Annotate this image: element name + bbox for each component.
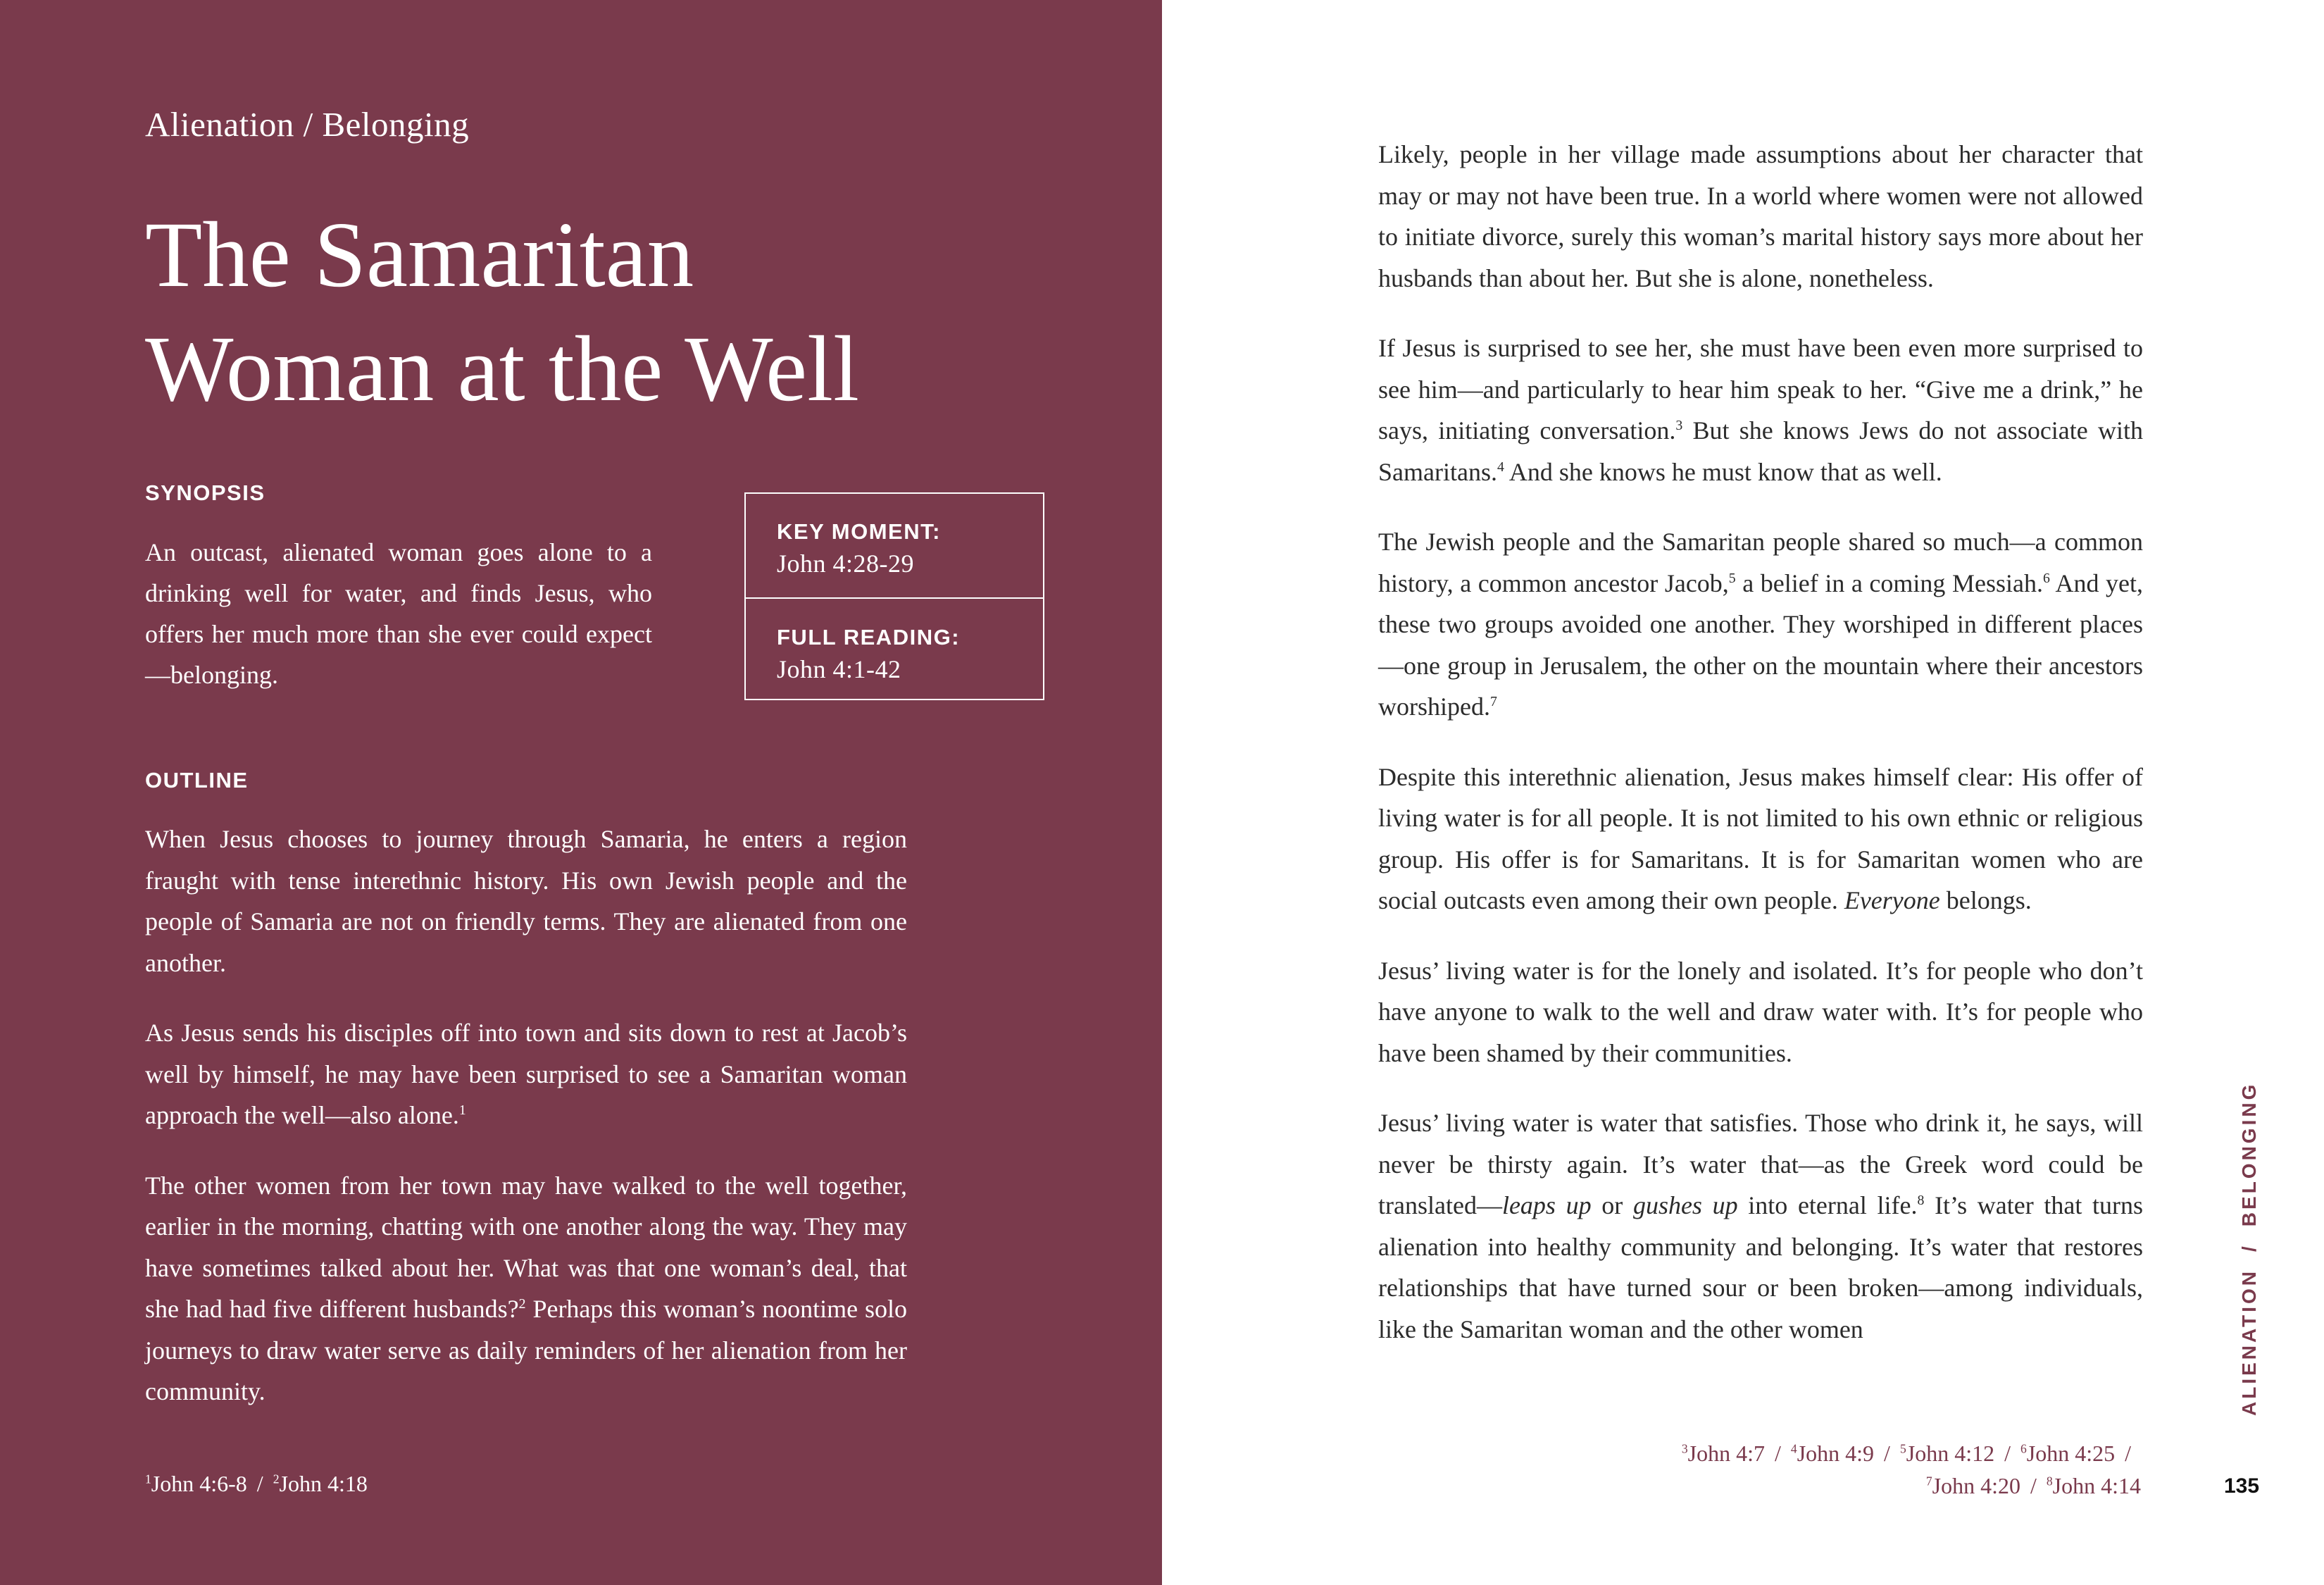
paragraph-text: But she knows Jews do not associate with Samaritans. — [1378, 416, 2143, 486]
page-number: 135 — [2224, 1474, 2260, 1498]
footnote-line-1 — [1507, 1437, 2141, 1469]
full-reading-cell — [777, 625, 960, 684]
paragraph-text: belongs. — [1939, 886, 2032, 914]
footnote-marker: 5 — [1728, 570, 1736, 586]
footnote-separator: / — [2030, 1473, 2037, 1498]
footnote-reference: John 4:6-8 — [151, 1471, 247, 1496]
side-label-separator: / — [2238, 1243, 2260, 1252]
title-line-2: Woman at the Well — [145, 316, 859, 421]
paragraph-text: into eternal life. — [1737, 1191, 1918, 1219]
footnote-marker: 1 — [458, 1102, 466, 1118]
footnote-marker: 3 — [1675, 418, 1683, 433]
paragraph-text: The Jewish people and the Samaritan people shared so much—a common history, a common ancestor Jacob, — [1378, 528, 2143, 597]
footnote-marker: 2 — [518, 1296, 526, 1312]
synopsis-text: An outcast, alienated woman goes alone to a drinking well for water, and finds Jesus, who offers her much more than she ever could expect—belonging. — [145, 538, 652, 689]
footnote-number: 4 — [1790, 1441, 1797, 1456]
synopsis-heading: SYNOPSIS — [145, 480, 265, 505]
outline-paragraph-3-text-cont: Perhaps this woman’s noontime solo journeys to draw water serve as daily reminders of her alienation from her community. — [145, 1295, 907, 1405]
title-line-1: The Samaritan — [145, 202, 694, 306]
footnote-separator: / — [2125, 1441, 2131, 1466]
box-divider — [746, 597, 1043, 599]
outline-paragraph-1 — [145, 819, 907, 983]
footnote-line-2 — [1507, 1469, 2141, 1502]
full-reading-reference: John 4:1-42 — [777, 655, 901, 683]
right-page — [1162, 0, 2324, 1585]
body-paragraph-3 — [1378, 521, 2143, 728]
outline-paragraph-2 — [145, 1012, 907, 1136]
footnote-number: 2 — [273, 1472, 280, 1486]
footnote-reference: John 4:12 — [1906, 1441, 1995, 1466]
footnote-marker: 8 — [1917, 1193, 1925, 1208]
footnote-number: 7 — [1925, 1474, 1932, 1488]
paragraph-text: Jesus’ living water is water that satisfies. Those who drink it, he says, will never be thirsty again. It’s water that—as the Greek word could be translated— — [1378, 1109, 2143, 1219]
footnote-number: 8 — [2046, 1474, 2053, 1488]
key-moment-box — [744, 492, 1044, 700]
side-label-belonging: BELONGING — [2238, 1081, 2260, 1227]
page-title — [145, 197, 990, 425]
footnote-separator: / — [256, 1471, 263, 1496]
footnote-number: 6 — [2020, 1441, 2027, 1456]
key-moment-label: KEY MOMENT: — [777, 519, 941, 544]
side-label-alienation: ALIENATION — [2238, 1268, 2260, 1416]
outline-body — [145, 819, 907, 1441]
paragraph-text: or — [1591, 1191, 1633, 1219]
right-body — [1378, 134, 2143, 1379]
paragraph-text: Despite this interethnic alienation, Jesus makes himself clear: His offer of living water is for all people. It is not limited to his own ethnic or religious group. His offer is for Samaritans. It is for Samaritan women who are social outcasts even among their own people. — [1378, 762, 2143, 914]
footnote-number: 3 — [1681, 1441, 1688, 1456]
footnote-reference: John 4:18 — [279, 1471, 368, 1496]
footnote-reference: John 4:7 — [1687, 1441, 1766, 1466]
outline-paragraph-3-text: The other women from her town may have walked to the well together, earlier in the morning, chatting with one another along the way. They may have sometimes talked about her. What was that one woman’s deal, that she had had five different husbands? — [145, 1171, 907, 1323]
footnote-number: 5 — [1899, 1441, 1906, 1456]
emphasis-text: Everyone — [1844, 886, 1940, 914]
footnote-marker: 7 — [1489, 694, 1497, 709]
outline-paragraph-2-text: As Jesus sends his disciples off into town and sits down to rest at Jacob’s well by himself, he may have been surprised to see a Samaritan woman approach the well—also alone. — [145, 1019, 907, 1129]
body-paragraph-1: Likely, people in her village made assumptions about her character that may or may not have been true. In a world where women were not allowed to initiate divorce, surely this woman’s marital history says more about her husbands than about her. But she is alone, nonetheless. — [1378, 140, 2143, 292]
emphasis-text: leaps up — [1501, 1191, 1592, 1219]
section-eyebrow: Alienation / Belonging — [145, 105, 470, 144]
full-reading-label: FULL READING: — [777, 625, 961, 649]
footnote-reference: John 4:20 — [1932, 1473, 2020, 1498]
footnote-separator: / — [1884, 1441, 1890, 1466]
paragraph-text: And yet, these two groups avoided one another. They worshiped in different places—one group in Jerusalem, the other on the mountain where their ancestors worshiped. — [1378, 568, 2143, 721]
footnote-reference: John 4:14 — [2052, 1473, 2141, 1498]
outline-heading: OUTLINE — [145, 768, 249, 792]
emphasis-text: gushes up — [1632, 1191, 1738, 1219]
footnote-marker: 6 — [2042, 570, 2050, 586]
footnote-reference: John 4:25 — [2026, 1441, 2116, 1466]
left-footnotes — [145, 1471, 368, 1497]
body-paragraph-5: Jesus’ living water is for the lonely and isolated. It’s for people who don’t have anyone to walk to the well and draw water with. It’s for people who have been shamed by their communities. — [1378, 956, 2143, 1067]
paragraph-text: a belief in a coming Messiah. — [1735, 568, 2043, 597]
section-side-label — [2238, 1082, 2261, 1416]
key-moment-reference: John 4:28-29 — [777, 549, 914, 578]
paragraph-text: If Jesus is surprised to see her, she must have been even more surprised to see him—and particularly to hear him speak to her. “Give me a drink,” he says, initiating conversation. — [1378, 334, 2143, 445]
body-paragraph-6 — [1378, 1102, 2143, 1350]
footnote-number: 1 — [145, 1472, 151, 1486]
footnote-marker: 4 — [1497, 459, 1504, 475]
footnote-separator: / — [1775, 1441, 1781, 1466]
key-moment-cell — [777, 519, 941, 578]
footnote-separator: / — [2004, 1441, 2011, 1466]
footnote-reference: John 4:9 — [1797, 1441, 1875, 1466]
right-footnotes — [1507, 1437, 2141, 1502]
outline-paragraph-3 — [145, 1165, 907, 1412]
paragraph-text: And she knows he must know that as well. — [1504, 457, 1942, 486]
paragraph-text: It’s water that turns alienation into healthy community and belonging. It’s water that restores relationships that have turned sour or been broken—among individuals, like the Samaritan woman and the other women — [1378, 1191, 2143, 1343]
body-paragraph-4 — [1378, 757, 2143, 921]
body-paragraph-2 — [1378, 328, 2143, 492]
outline-paragraph-1-text: When Jesus chooses to journey through Samaria, he enters a region fraught with tense interethnic history. His own Jewish people and the people of Samaria are not on friendly terms. They are alienated from one another. — [145, 825, 907, 977]
